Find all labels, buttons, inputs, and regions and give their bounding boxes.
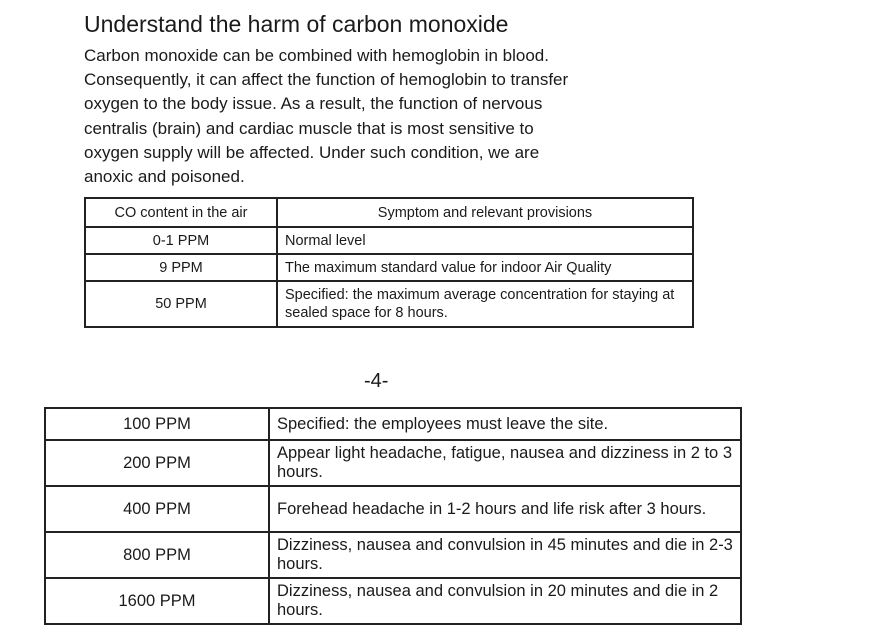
table-header-row <box>85 198 693 227</box>
intro-line: centralis (brain) and cardiac muscle that is most sensitive to <box>84 118 534 138</box>
symptom-cell: Dizziness, nausea and convulsion in 20 minutes and die in 2 hours. <box>269 578 741 624</box>
table-row <box>85 281 693 327</box>
co-levels-table <box>84 197 694 328</box>
intro-line: anoxic and poisoned. <box>84 167 245 187</box>
page-title: Understand the harm of carbon monoxide <box>84 11 509 37</box>
symptom-cell: Dizziness, nausea and convulsion in 45 minutes and die in 2-3 hours. <box>269 532 741 578</box>
table-row <box>45 408 741 440</box>
table-row <box>85 227 693 254</box>
co-level-cell: 800 PPM <box>45 532 269 578</box>
symptom-cell: Appear light headache, fatigue, nausea and dizziness in 2 to 3 hours. <box>269 440 741 486</box>
co-level-cell: 50 PPM <box>85 281 277 327</box>
co-level-cell: 100 PPM <box>45 408 269 440</box>
table-row <box>45 440 741 486</box>
co-level-cell: 9 PPM <box>85 254 277 281</box>
table-row <box>45 486 741 532</box>
co-levels-table-continued <box>44 407 742 625</box>
symptom-cell: The maximum standard value for indoor Air Quality <box>277 254 693 281</box>
co-level-cell: 0-1 PPM <box>85 227 277 254</box>
intro-line: oxygen supply will be affected. Under such condition, we are <box>84 142 540 162</box>
symptom-cell: Forehead headache in 1-2 hours and life risk after 3 hours. <box>269 486 741 532</box>
symptom-cell: Specified: the employees must leave the site. <box>269 408 741 440</box>
header-co-content: CO content in the air <box>85 198 277 227</box>
intro-line: oxygen to the body issue. As a result, the function of nervous <box>84 94 543 114</box>
co-level-cell: 200 PPM <box>45 440 269 486</box>
table-row <box>85 254 693 281</box>
co-level-cell: 1600 PPM <box>45 578 269 624</box>
symptom-cell: Specified: the maximum average concentration for staying at sealed space for 8 hours. <box>277 281 693 327</box>
symptom-cell: Normal level <box>277 227 693 254</box>
table-row <box>45 578 741 624</box>
header-symptom: Symptom and relevant provisions <box>277 198 693 227</box>
intro-paragraph <box>84 44 724 189</box>
intro-line: Carbon monoxide can be combined with hemoglobin in blood. <box>84 46 549 65</box>
intro-line: Consequently, it can affect the function of hemoglobin to transfer <box>84 70 569 90</box>
table-row <box>45 532 741 578</box>
co-level-cell: 400 PPM <box>45 486 269 532</box>
page-number: -4- <box>364 370 389 392</box>
